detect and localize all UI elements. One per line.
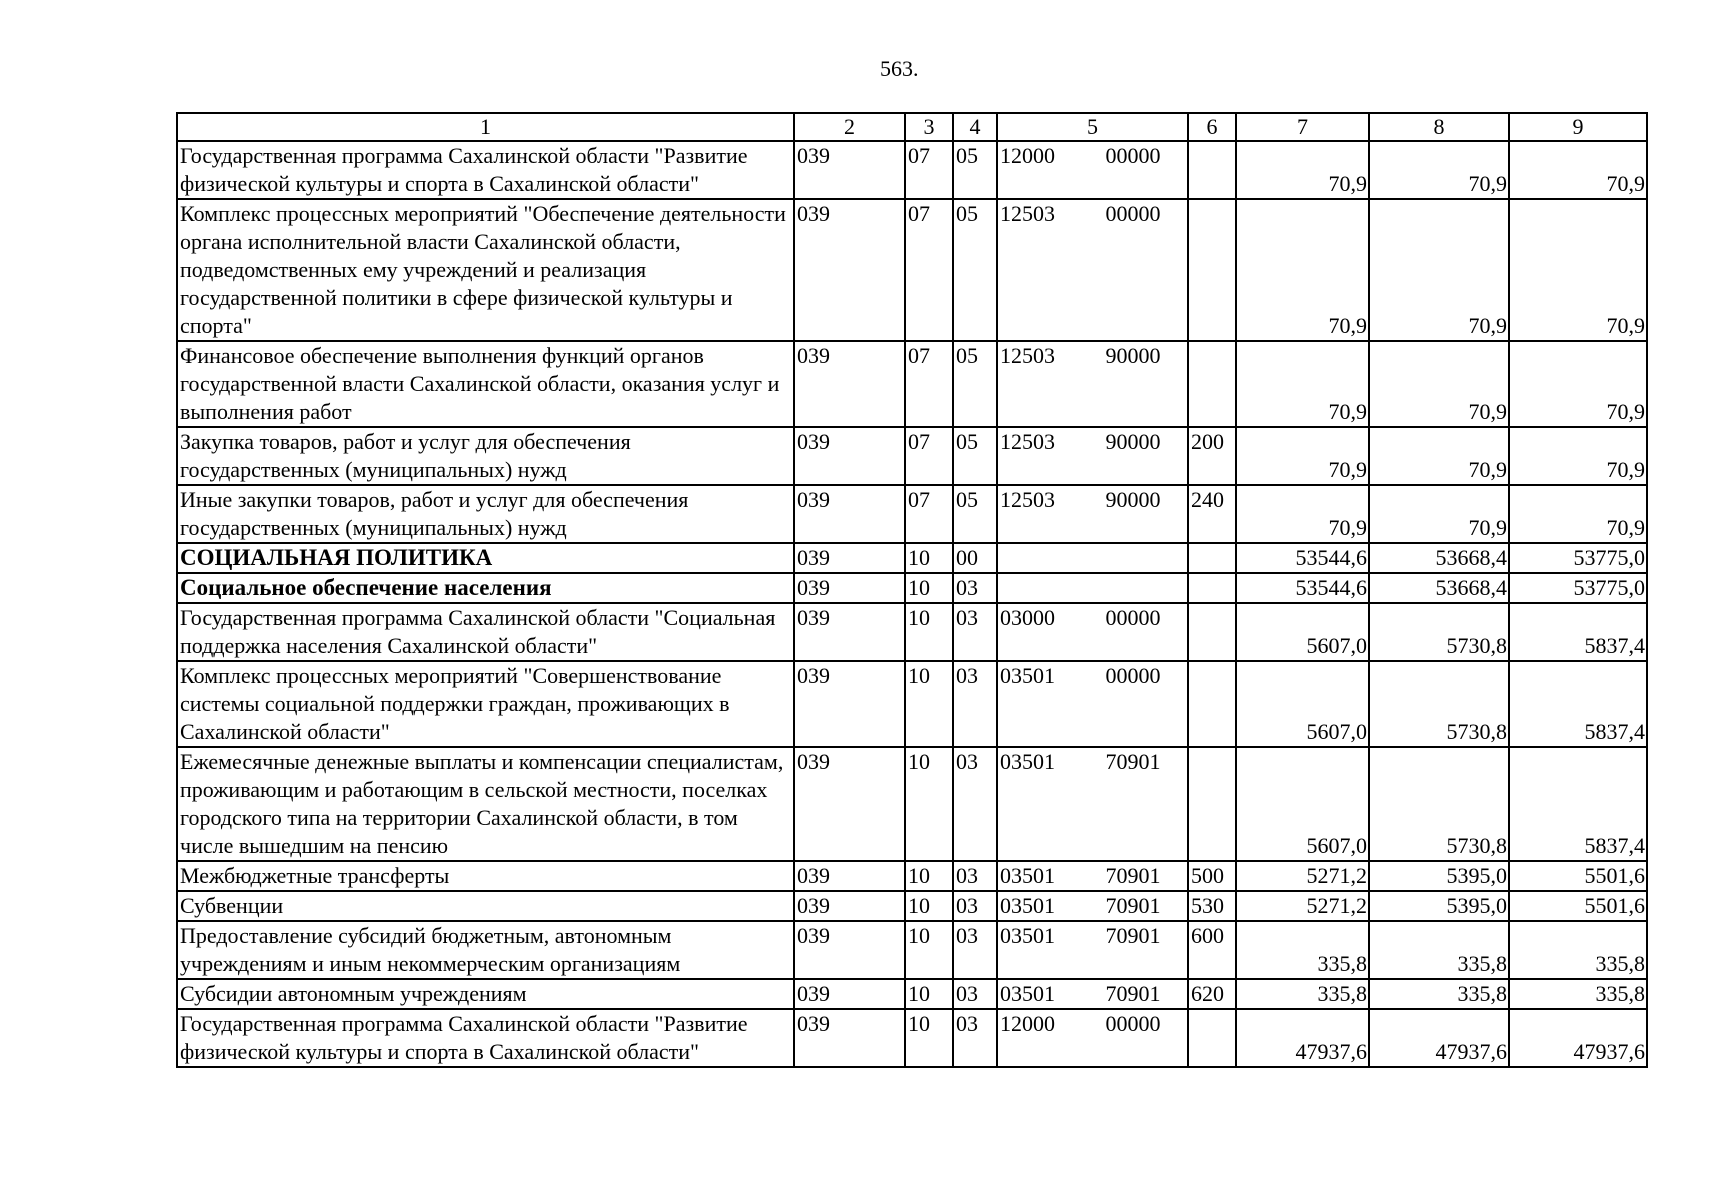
amount-year-3: 5837,4 <box>1509 747 1647 861</box>
amount-year-1: 47937,6 <box>1236 1009 1369 1067</box>
amount-year-3: 70,9 <box>1509 141 1647 199</box>
section-code: 07 <box>905 199 953 341</box>
expense-type-code <box>1188 747 1236 861</box>
section-code: 07 <box>905 427 953 485</box>
target-article-code <box>997 661 1188 747</box>
table-row <box>177 543 1647 573</box>
amount-year-2: 5730,8 <box>1369 603 1509 661</box>
ministry-code: 039 <box>794 573 905 603</box>
row-description: Иные закупки товаров, работ и услуг для обеспечения государственных (муниципальных) нужд <box>177 485 794 543</box>
subsection-code: 03 <box>953 747 997 861</box>
target-article-code <box>997 1009 1188 1067</box>
amount-year-3: 70,9 <box>1509 427 1647 485</box>
amount-year-1: 5271,2 <box>1236 861 1369 891</box>
target-article-code <box>997 979 1188 1009</box>
subsection-code: 05 <box>953 199 997 341</box>
amount-year-1: 53544,6 <box>1236 573 1369 603</box>
section-code: 10 <box>905 661 953 747</box>
section-code: 10 <box>905 747 953 861</box>
expense-type-code: 530 <box>1188 891 1236 921</box>
amount-year-1: 5607,0 <box>1236 747 1369 861</box>
program-code: 03501 <box>1000 923 1055 948</box>
page-number: 563. <box>880 56 919 81</box>
direction-code: 70901 <box>1105 749 1161 774</box>
row-description: Государственная программа Сахалинской области "Развитие физической культуры и спорта в Сахалинской области" <box>177 141 794 199</box>
amount-year-3: 70,9 <box>1509 341 1647 427</box>
program-code: 12503 <box>1000 487 1055 512</box>
expense-type-code <box>1188 341 1236 427</box>
ministry-code: 039 <box>794 661 905 747</box>
program-code: 12000 <box>1000 143 1055 168</box>
amount-year-3: 70,9 <box>1509 485 1647 543</box>
subsection-code: 03 <box>953 573 997 603</box>
program-code: 03501 <box>1000 981 1055 1006</box>
section-code: 07 <box>905 341 953 427</box>
amount-year-2: 5395,0 <box>1369 891 1509 921</box>
direction-code: 90000 <box>1105 343 1161 368</box>
target-article-code <box>997 891 1188 921</box>
amount-year-1: 5607,0 <box>1236 661 1369 747</box>
row-description: Государственная программа Сахалинской области "Развитие физической культуры и спорта в Сахалинской области" <box>177 1009 794 1067</box>
row-description: Субвенции <box>177 891 794 921</box>
row-description: Межбюджетные трансферты <box>177 861 794 891</box>
target-article-code <box>997 199 1188 341</box>
section-code: 07 <box>905 141 953 199</box>
ministry-code: 039 <box>794 543 905 573</box>
expense-type-code: 600 <box>1188 921 1236 979</box>
row-description: Закупка товаров, работ и услуг для обеспечения государственных (муниципальных) нужд <box>177 427 794 485</box>
header-cell: 4 <box>953 113 997 141</box>
amount-year-3: 5501,6 <box>1509 861 1647 891</box>
subsection-code: 03 <box>953 1009 997 1067</box>
header-cell: 5 <box>997 113 1188 141</box>
expense-type-code <box>1188 573 1236 603</box>
section-code: 07 <box>905 485 953 543</box>
amount-year-2: 70,9 <box>1369 427 1509 485</box>
expense-type-code <box>1188 199 1236 341</box>
section-code: 10 <box>905 979 953 1009</box>
table-row <box>177 141 1647 199</box>
ministry-code: 039 <box>794 141 905 199</box>
table-row <box>177 427 1647 485</box>
section-code: 10 <box>905 573 953 603</box>
subsection-code: 05 <box>953 341 997 427</box>
amount-year-1: 70,9 <box>1236 427 1369 485</box>
table-row <box>177 979 1647 1009</box>
ministry-code: 039 <box>794 603 905 661</box>
row-description: Комплекс процессных мероприятий "Совершенствование системы социальной поддержки граждан, проживающих в Сахалинской области" <box>177 661 794 747</box>
section-code: 10 <box>905 603 953 661</box>
table-row <box>177 861 1647 891</box>
ministry-code: 039 <box>794 341 905 427</box>
amount-year-3: 335,8 <box>1509 979 1647 1009</box>
ministry-code: 039 <box>794 861 905 891</box>
expense-type-code: 240 <box>1188 485 1236 543</box>
row-description: Предоставление субсидий бюджетным, автономным учреждениям и иным некоммерческим организациям <box>177 921 794 979</box>
section-code: 10 <box>905 543 953 573</box>
direction-code: 90000 <box>1105 429 1161 454</box>
subsection-code: 00 <box>953 543 997 573</box>
expense-type-code: 620 <box>1188 979 1236 1009</box>
target-article-code <box>997 485 1188 543</box>
ministry-code: 039 <box>794 485 905 543</box>
table-row <box>177 921 1647 979</box>
program-code: 12000 <box>1000 1011 1055 1036</box>
subsection-code: 05 <box>953 485 997 543</box>
program-code: 12503 <box>1000 201 1055 226</box>
direction-code: 00000 <box>1105 1011 1161 1036</box>
table-row <box>177 485 1647 543</box>
table-row <box>177 891 1647 921</box>
amount-year-3: 47937,6 <box>1509 1009 1647 1067</box>
ministry-code: 039 <box>794 747 905 861</box>
amount-year-2: 53668,4 <box>1369 573 1509 603</box>
expense-type-code: 200 <box>1188 427 1236 485</box>
table-row <box>177 661 1647 747</box>
section-code: 10 <box>905 1009 953 1067</box>
amount-year-1: 70,9 <box>1236 485 1369 543</box>
amount-year-1: 5271,2 <box>1236 891 1369 921</box>
subsection-code: 03 <box>953 861 997 891</box>
direction-code: 70901 <box>1105 981 1161 1006</box>
header-cell: 3 <box>905 113 953 141</box>
subsection-code: 03 <box>953 979 997 1009</box>
header-cell: 8 <box>1369 113 1509 141</box>
amount-year-2: 70,9 <box>1369 199 1509 341</box>
subsection-code: 03 <box>953 661 997 747</box>
header-cell: 1 <box>177 113 794 141</box>
budget-table <box>176 112 1648 1068</box>
amount-year-1: 335,8 <box>1236 921 1369 979</box>
section-code: 10 <box>905 861 953 891</box>
amount-year-3: 53775,0 <box>1509 543 1647 573</box>
section-code: 10 <box>905 921 953 979</box>
direction-code: 00000 <box>1105 663 1161 688</box>
ministry-code: 039 <box>794 1009 905 1067</box>
target-article-code <box>997 861 1188 891</box>
row-description: Субсидии автономным учреждениям <box>177 979 794 1009</box>
amount-year-2: 335,8 <box>1369 921 1509 979</box>
amount-year-2: 47937,6 <box>1369 1009 1509 1067</box>
amount-year-2: 70,9 <box>1369 341 1509 427</box>
expense-type-code <box>1188 661 1236 747</box>
amount-year-1: 53544,6 <box>1236 543 1369 573</box>
program-code: 03000 <box>1000 605 1055 630</box>
subsection-code: 03 <box>953 921 997 979</box>
direction-code: 00000 <box>1105 605 1161 630</box>
amount-year-3: 53775,0 <box>1509 573 1647 603</box>
row-description: Финансовое обеспечение выполнения функций органов государственной власти Сахалинской области, оказания услуг и выполнения работ <box>177 341 794 427</box>
section-code: 10 <box>905 891 953 921</box>
expense-type-code <box>1188 1009 1236 1067</box>
row-description: Социальное обеспечение населения <box>177 573 794 603</box>
expense-type-code <box>1188 543 1236 573</box>
direction-code: 90000 <box>1105 487 1161 512</box>
target-article-code <box>997 341 1188 427</box>
table-row <box>177 341 1647 427</box>
row-description: Государственная программа Сахалинской области "Социальная поддержка населения Сахалинской области" <box>177 603 794 661</box>
target-article-code <box>997 427 1188 485</box>
amount-year-2: 5730,8 <box>1369 661 1509 747</box>
row-description: СОЦИАЛЬНАЯ ПОЛИТИКА <box>177 543 794 573</box>
header-cell: 7 <box>1236 113 1369 141</box>
program-code: 12503 <box>1000 429 1055 454</box>
ministry-code: 039 <box>794 979 905 1009</box>
ministry-code: 039 <box>794 891 905 921</box>
target-article-code <box>997 573 1188 603</box>
program-code: 12503 <box>1000 343 1055 368</box>
ministry-code: 039 <box>794 427 905 485</box>
direction-code: 00000 <box>1105 201 1161 226</box>
amount-year-1: 335,8 <box>1236 979 1369 1009</box>
amount-year-2: 53668,4 <box>1369 543 1509 573</box>
subsection-code: 03 <box>953 603 997 661</box>
table-row <box>177 573 1647 603</box>
subsection-code: 05 <box>953 427 997 485</box>
amount-year-3: 335,8 <box>1509 921 1647 979</box>
target-article-code <box>997 603 1188 661</box>
header-cell: 6 <box>1188 113 1236 141</box>
amount-year-1: 70,9 <box>1236 199 1369 341</box>
row-description: Ежемесячные денежные выплаты и компенсации специалистам, проживающим и работающим в сельской местности, поселках городского типа на территории Сахалинской области, в том числе вышедшим на пенсию <box>177 747 794 861</box>
amount-year-2: 5395,0 <box>1369 861 1509 891</box>
program-code: 03501 <box>1000 893 1055 918</box>
amount-year-2: 335,8 <box>1369 979 1509 1009</box>
target-article-code <box>997 141 1188 199</box>
program-code: 03501 <box>1000 749 1055 774</box>
amount-year-1: 70,9 <box>1236 141 1369 199</box>
header-row <box>177 113 1647 141</box>
amount-year-2: 5730,8 <box>1369 747 1509 861</box>
direction-code: 70901 <box>1105 863 1161 888</box>
amount-year-3: 5501,6 <box>1509 891 1647 921</box>
expense-type-code <box>1188 141 1236 199</box>
program-code: 03501 <box>1000 863 1055 888</box>
header-cell: 9 <box>1509 113 1647 141</box>
target-article-code <box>997 921 1188 979</box>
target-article-code <box>997 747 1188 861</box>
header-cell: 2 <box>794 113 905 141</box>
ministry-code: 039 <box>794 199 905 341</box>
amount-year-1: 70,9 <box>1236 341 1369 427</box>
direction-code: 00000 <box>1105 143 1161 168</box>
amount-year-3: 5837,4 <box>1509 661 1647 747</box>
table-row <box>177 1009 1647 1067</box>
direction-code: 70901 <box>1105 923 1161 948</box>
target-article-code <box>997 543 1188 573</box>
amount-year-2: 70,9 <box>1369 485 1509 543</box>
amount-year-3: 70,9 <box>1509 199 1647 341</box>
amount-year-1: 5607,0 <box>1236 603 1369 661</box>
amount-year-3: 5837,4 <box>1509 603 1647 661</box>
table-row <box>177 747 1647 861</box>
table-row <box>177 603 1647 661</box>
table-row <box>177 199 1647 341</box>
amount-year-2: 70,9 <box>1369 141 1509 199</box>
row-description: Комплекс процессных мероприятий "Обеспечение деятельности органа исполнительной власти Сахалинской области, подведомственных ему учреждений и реализация государственной политики в сфере физической культуры и спорта" <box>177 199 794 341</box>
expense-type-code <box>1188 603 1236 661</box>
expense-type-code: 500 <box>1188 861 1236 891</box>
program-code: 03501 <box>1000 663 1055 688</box>
direction-code: 70901 <box>1105 893 1161 918</box>
subsection-code: 03 <box>953 891 997 921</box>
ministry-code: 039 <box>794 921 905 979</box>
subsection-code: 05 <box>953 141 997 199</box>
